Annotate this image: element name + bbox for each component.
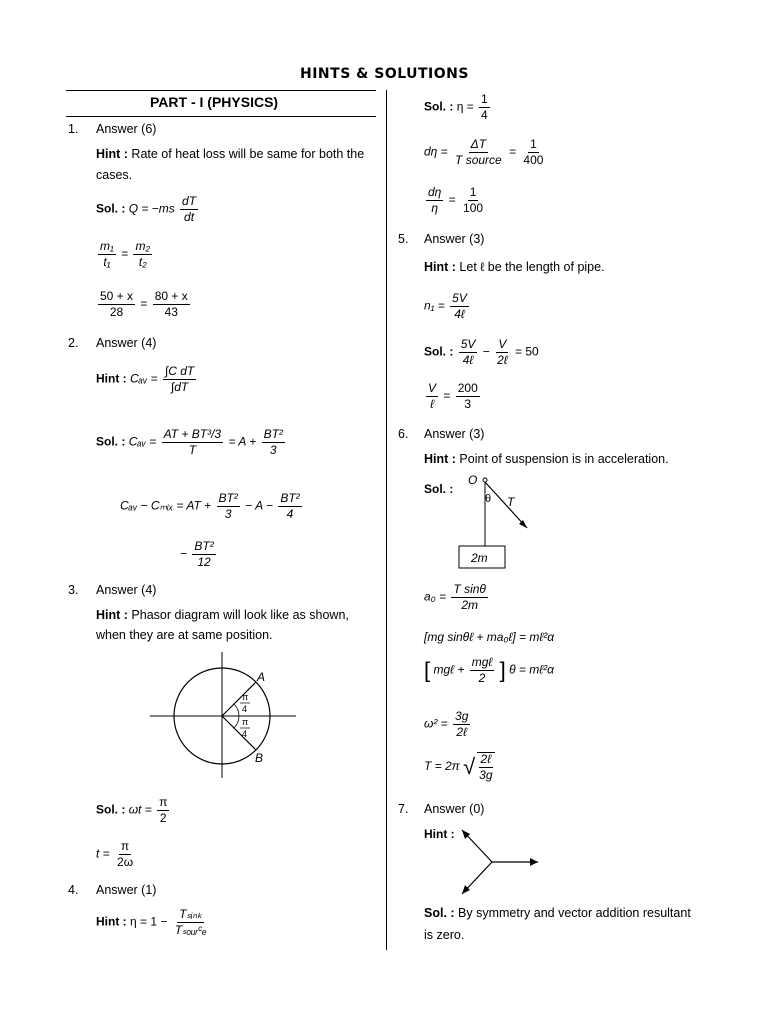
q2-number: 2. — [68, 336, 79, 350]
label-b: B — [255, 751, 264, 765]
q1-ratio: $\frac{\text{m₁}}{\text{t₁}}$ = $\frac{\text{m₂}}{\text{t₂}}$ — [100, 239, 151, 269]
q1-hint-text: Rate of heat loss will be same for both the — [131, 147, 365, 161]
q6-eq2: [ mgℓ + $\frac{\text{mgℓ}}{2}$ ] θ = mℓ²α — [424, 655, 554, 685]
q5-number: 5. — [398, 232, 409, 246]
pendulum-diagram — [455, 472, 555, 572]
q4-hint: Hint : η = 1 − $\frac{\text{Tₛᵢₙₖ}}{\text{Tₛₒᵤᵣᶜₑ}}$ — [96, 907, 207, 937]
q1-frac-50: $\frac{50 + x}{28}$ — [100, 289, 134, 319]
column-divider — [386, 90, 387, 950]
q7-hint-label: Hint : — [424, 827, 455, 841]
four-bottom: 4 — [242, 729, 248, 739]
q5-n1: n₁ = $\frac{5V}{\text{4ℓ}}$ — [424, 291, 467, 321]
q5-res-rfrac: $\frac{200}{3}$ — [457, 381, 478, 411]
q6-eq1: [mg sinθℓ + ma₀ℓ] = mℓ²α — [424, 630, 555, 644]
q7-solution: Sol. : By symmetry and vector addition resultant — [424, 906, 691, 920]
q6-a0-frac: $\frac{\text{T sinθ}}{2m}$ — [453, 582, 486, 612]
q4-sol-frac: $\frac{1}{4}$ — [481, 92, 488, 122]
q2-result: − $\frac{\text{BT²}}{12}$ — [180, 539, 214, 569]
q1-frac-dTdt: $\frac{dT}{dt}$ — [182, 194, 197, 224]
string — [485, 482, 527, 528]
q4-answer: Answer (1) — [96, 883, 157, 897]
q4-solution: Sol. : η = $\frac{1}{4}$ — [424, 92, 488, 122]
q3-t-frac: $\frac{\pi}{2\omega}$ — [117, 839, 134, 869]
q2-answer: Answer (4) — [96, 336, 157, 350]
q1-number: 1. — [68, 122, 79, 136]
four-top: 4 — [242, 704, 248, 714]
q5-result: $\frac{V}{\text{ℓ}}$ = $\frac{200}{3}$ — [428, 381, 478, 411]
q1-frac-m1t1: $\frac{\text{m₁}}{\text{t₁}}$ — [100, 239, 114, 269]
q6-omega-frac: $\frac{3g}{\text{2ℓ}}$ — [455, 709, 469, 739]
q6-sol-label: Sol. : — [424, 482, 454, 496]
pivot — [483, 478, 487, 482]
sol-label: Sol. : — [96, 201, 126, 216]
q5-res-frac: $\frac{V}{\text{ℓ}}$ — [428, 381, 437, 411]
q4-hint-frac: $\frac{\text{Tₛᵢₙₖ}}{\text{Tₛₒᵤᵣᶜₑ}}$ — [174, 907, 207, 937]
q5-n1-frac: $\frac{5V}{\text{4ℓ}}$ — [452, 291, 467, 321]
q5-answer: Answer (3) — [424, 232, 485, 246]
q4-d1-frac: $\frac{\Delta T}{\text{T source}}$ — [455, 137, 502, 167]
q3-number: 3. — [68, 583, 79, 597]
page-title: HINTS & SOLUTIONS — [300, 66, 469, 82]
pi-bottom: π — [242, 717, 249, 727]
q2-hint: Hint : Cₐᵥ = $\frac{\text{∫C dT}}{\int dT}$ — [96, 364, 195, 394]
hint-label: Hint : — [96, 147, 128, 161]
q4-d2-rfrac: $\frac{1}{100}$ — [463, 185, 484, 215]
q4-d2: $\frac{d\eta}{\eta}$ = $\frac{1}{100}$ — [428, 185, 484, 215]
q3-hint-cont: when they are at same position. — [96, 628, 273, 642]
q6-answer: Answer (3) — [424, 427, 485, 441]
q3-answer: Answer (4) — [96, 583, 157, 597]
vector-right-head — [530, 858, 538, 866]
q1-frac-80: $\frac{80 + x}{43}$ — [154, 289, 188, 319]
q6-eq2-frac: $\frac{\text{mgℓ}}{2}$ — [471, 655, 493, 685]
label-a: A — [257, 670, 266, 684]
q5-hint: Hint : Let ℓ be the length of pipe. — [424, 260, 605, 274]
q2-line2: Cₐᵥ − Cₘᵢₓ = AT + $\frac{\text{BT²}}{3}$ − A − $\frac{\text{BT²}}{4}$ — [120, 491, 300, 521]
label-block: 2m — [471, 551, 488, 565]
q7-solution-cont: is zero. — [424, 928, 465, 942]
q7-number: 7. — [398, 802, 409, 816]
q1-hint — [96, 147, 364, 161]
vector-diagram — [452, 822, 552, 902]
q4-d1-rfrac: $\frac{1}{400}$ — [523, 137, 544, 167]
q5-sol-frac1: $\frac{5V}{\text{4ℓ}}$ — [460, 337, 476, 367]
q3-sol-frac: $\frac{\pi}{2}$ — [159, 795, 168, 825]
q2-sol-frac2: $\frac{\text{BT²}}{3}$ — [263, 427, 283, 457]
q3-solution: Sol. : ωt = $\frac{\pi}{2}$ — [96, 795, 168, 825]
pi-top: π — [242, 692, 249, 702]
part-rule-bottom — [66, 116, 376, 117]
q5-sol-frac2: $\frac{V}{\text{2ℓ}}$ — [497, 337, 508, 367]
q3-t: t = $\frac{\pi}{2\omega}$ — [96, 839, 134, 869]
q1-answer: Answer (6) — [96, 122, 157, 136]
label-t: T — [507, 495, 515, 509]
q6-period: T = 2π √ $\frac{\text{2ℓ}}{3g}$ — [424, 752, 493, 782]
q5-solution: Sol. : $\frac{5V}{\text{4ℓ}}$ − $\frac{V}{\text{2ℓ}}$ = 50 — [424, 337, 539, 367]
q3-hint: Hint : Phasor diagram will look like as shown, — [96, 608, 349, 622]
q4-number: 4. — [68, 883, 79, 897]
label-o: O — [468, 473, 478, 487]
q1-sol-lhs: Q = −ms — [128, 201, 175, 216]
part-rule-top — [66, 90, 376, 91]
q7-answer: Answer (0) — [424, 802, 485, 816]
phasor-diagram — [150, 650, 310, 780]
q6-a0: a₀ = $\frac{\text{T sinθ}}{2m}$ — [424, 582, 486, 612]
q2-hint-frac: $\frac{\text{∫C dT}}{\int dT}$ — [164, 364, 195, 394]
q1-frac-m2t2: $\frac{\text{m₂}}{\text{t₂}}$ — [135, 239, 151, 269]
q2-l2-frac2: $\frac{\text{BT²}}{4}$ — [280, 491, 300, 521]
part-heading: PART - I (PHYSICS) — [150, 94, 279, 110]
q4-d1: dη = $\frac{\Delta T}{\text{T source}}$ = $\frac{1}{400}$ — [424, 137, 544, 167]
label-theta: θ — [485, 493, 492, 505]
q6-omega: ω² = $\frac{3g}{\text{2ℓ}}$ — [424, 709, 469, 739]
phasor-b — [222, 716, 256, 750]
q1-numeric: $\frac{50 + x}{28}$ = $\frac{80 + x}{43}$ — [100, 289, 188, 319]
q2-solution: Sol. : Cₐᵥ = $\frac{\text{AT + BT³/3}}{T}$ = A + $\frac{\text{BT²}}{3}$ — [96, 427, 283, 457]
q2-l2-frac1: $\frac{\text{BT²}}{3}$ — [218, 491, 238, 521]
q6-number: 6. — [398, 427, 409, 441]
q6-hint: Hint : Point of suspension is in acceleration. — [424, 452, 669, 466]
q4-d2-frac: $\frac{d\eta}{\eta}$ — [428, 185, 442, 215]
q1-hint-cont: cases. — [96, 168, 133, 182]
q2-res-frac: $\frac{\text{BT²}}{12}$ — [194, 539, 214, 569]
q2-sol-frac: $\frac{\text{AT + BT³/3}}{T}$ — [163, 427, 222, 457]
q6-period-frac: $\frac{\text{2ℓ}}{3g}$ — [479, 752, 493, 782]
q1-solution — [96, 195, 200, 224]
phasor-a — [222, 682, 256, 716]
